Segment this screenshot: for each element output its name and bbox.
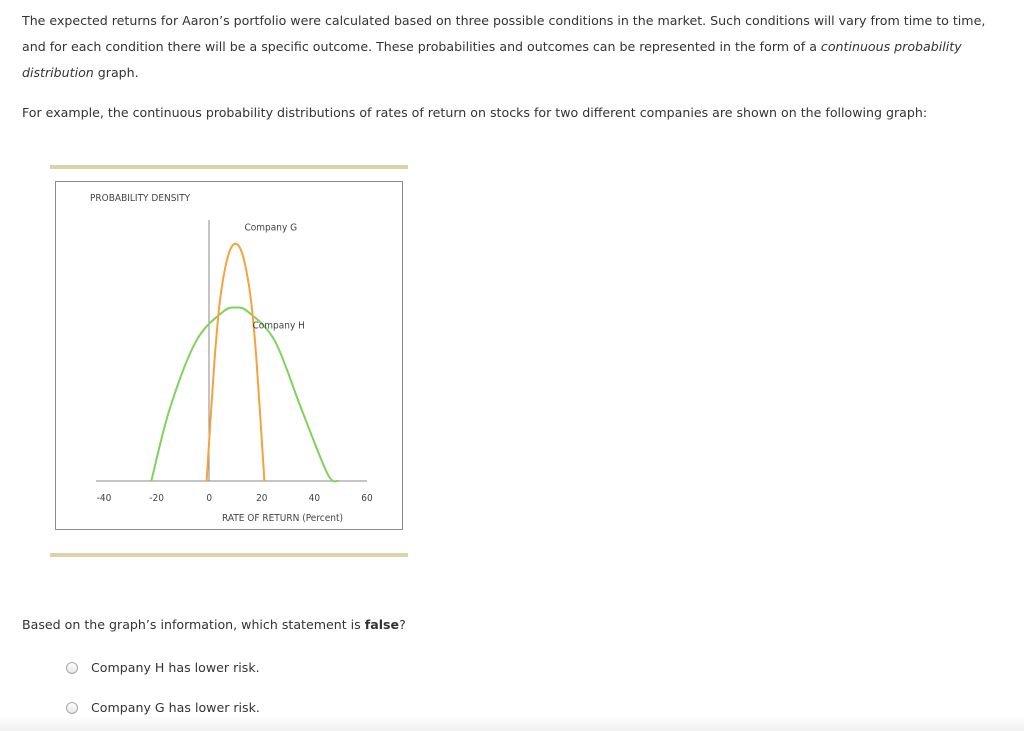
- question-bold-word: false: [364, 617, 400, 632]
- question-text-end: ?: [399, 617, 406, 632]
- x-tick-label: -40: [96, 493, 112, 504]
- intro-text: The expected returns for Aaron’s portfolio were calculated based on three possible conditions in the market. Such conditions will vary from time to time, and for each condition there will be a specific outcome. These probabilities and outcomes can be represented in the form of a: [22, 13, 986, 54]
- chart-bottom-rule: [50, 553, 408, 557]
- chart: [56, 182, 402, 529]
- x-tick-label: 20: [256, 493, 268, 504]
- x-tick-label: -20: [149, 493, 164, 504]
- example-paragraph: For example, the continuous probability distributions of rates of return on stocks for two different companies are shown on the following graph:: [22, 105, 928, 120]
- page-bottom-shadow: [0, 716, 1024, 731]
- x-tick-label: 60: [361, 493, 373, 504]
- radio-button[interactable]: [66, 662, 78, 674]
- question-text: [22, 612, 406, 638]
- x-tick-label: 40: [308, 493, 321, 504]
- series-label-company-g: Company G: [244, 222, 298, 234]
- x-tick-labels: [97, 493, 373, 504]
- intro-text-end: graph.: [93, 65, 139, 80]
- chart-frame: [55, 181, 403, 530]
- option-label: Company H has lower risk.: [91, 660, 260, 675]
- x-axis-label: RATE OF RETURN (Percent): [222, 513, 344, 524]
- series-layer: [151, 223, 338, 482]
- series-line-company-g: [207, 244, 265, 481]
- answer-option-g-lower-risk[interactable]: [66, 700, 260, 715]
- intro-paragraph: [22, 8, 1012, 86]
- question-text-start: Based on the graph’s information, which statement is: [22, 617, 365, 632]
- series-line-company-h: [151, 307, 338, 481]
- x-tick-label: 0: [206, 493, 213, 504]
- chart-top-rule: [50, 165, 408, 169]
- answer-option-h-lower-risk[interactable]: [66, 660, 260, 675]
- radio-button[interactable]: [66, 702, 78, 714]
- intro-italic-term: continuous probability distribution: [22, 39, 962, 80]
- y-axis-label: PROBABILITY DENSITY: [90, 193, 191, 204]
- series-label-company-h: Company H: [252, 320, 305, 332]
- option-label: Company G has lower risk.: [91, 700, 260, 715]
